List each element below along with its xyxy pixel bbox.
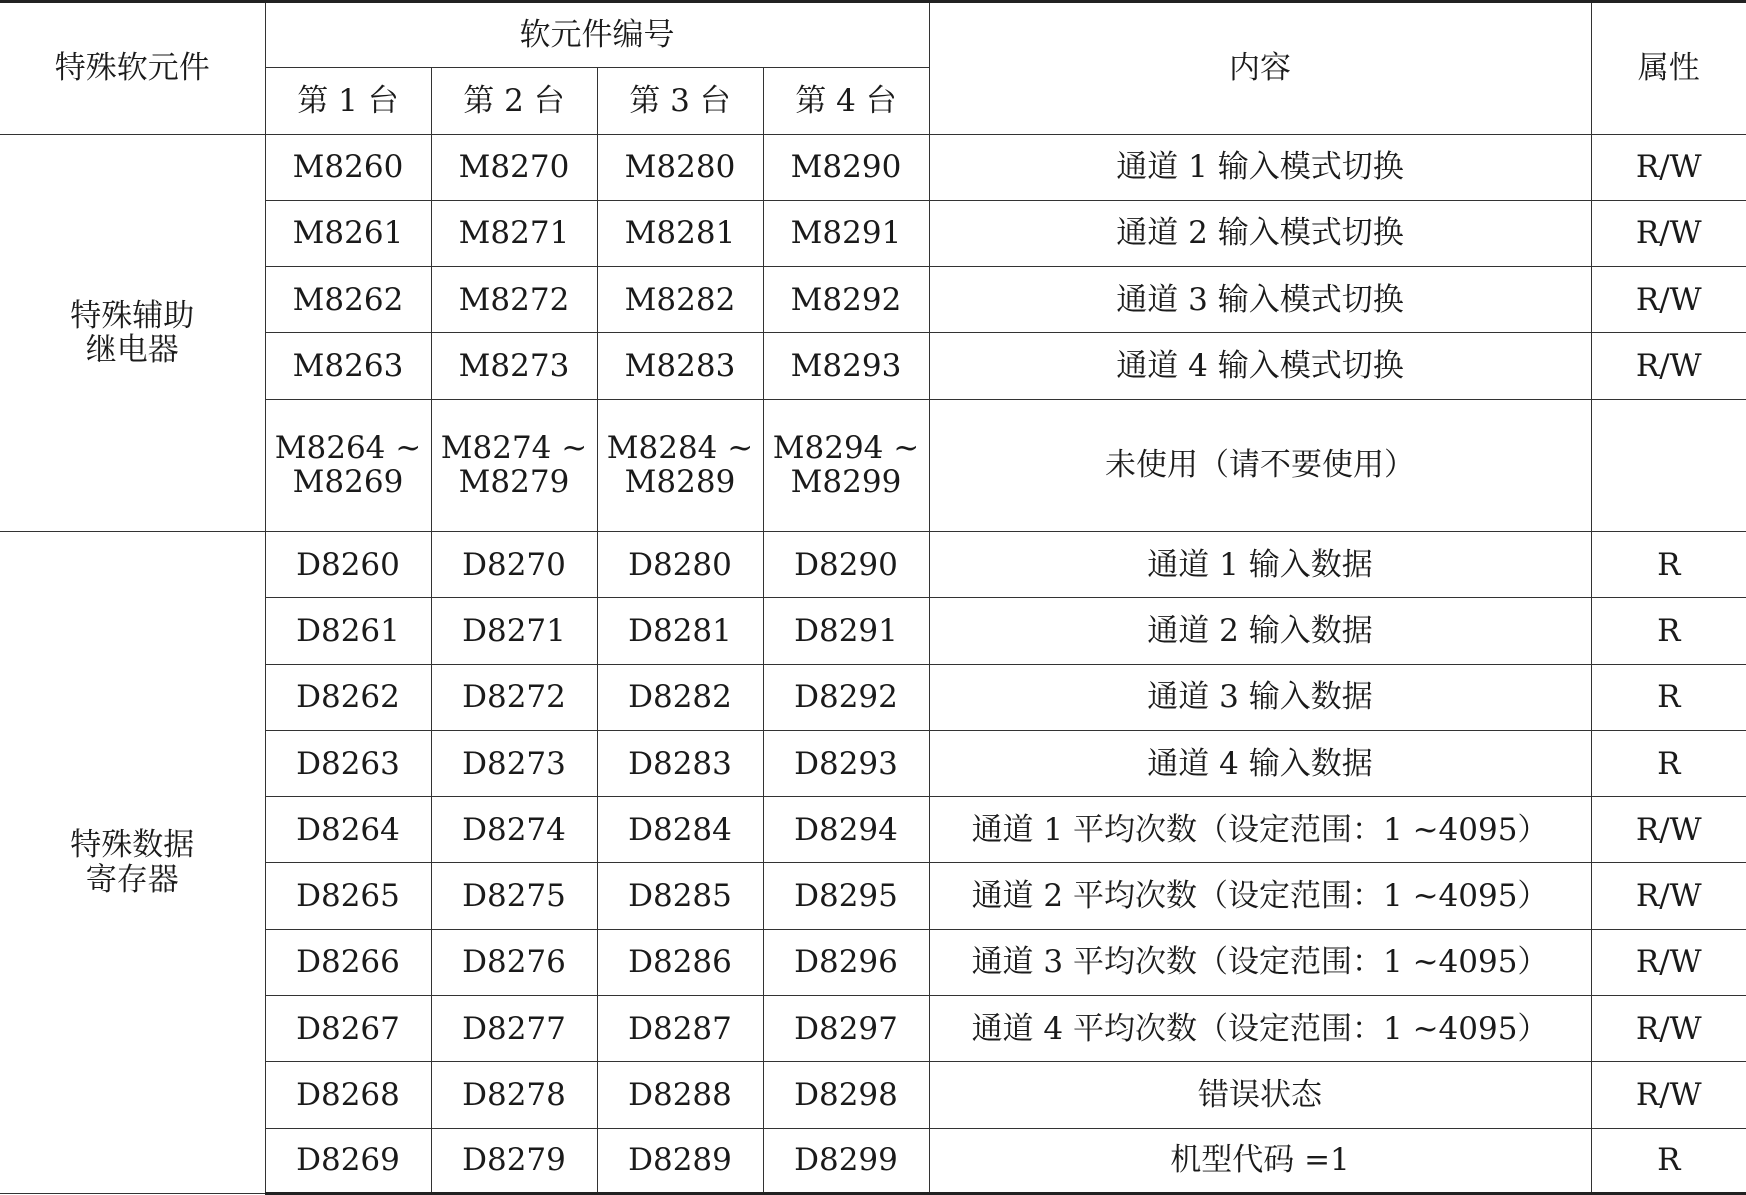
device-id: D8263 (265, 730, 431, 796)
range-end: M8299 (790, 464, 902, 501)
content-cell: 通道 2 输入数据 (929, 598, 1591, 664)
device-id: D8260 (265, 532, 431, 598)
range-end: M8279 (458, 464, 570, 501)
content-cell: 通道 2 平均次数（设定范围：1 ~4095） (929, 863, 1591, 929)
range-start: M8284 ~ (606, 430, 754, 467)
device-id: M8283 (597, 333, 763, 399)
device-range (763, 399, 929, 532)
range-end: M8269 (292, 464, 404, 501)
attribute-cell (1591, 399, 1746, 532)
attribute-cell: R (1591, 664, 1746, 730)
device-id: D8283 (597, 730, 763, 796)
content-cell: 通道 3 平均次数（设定范围：1 ~4095） (929, 929, 1591, 995)
device-id: M8293 (763, 333, 929, 399)
attribute-cell: R (1591, 1128, 1746, 1193)
device-id: D8299 (763, 1128, 929, 1193)
content-cell: 通道 1 输入数据 (929, 532, 1591, 598)
device-id: D8297 (763, 996, 929, 1062)
header-device-number: 软元件编号 (265, 2, 929, 68)
range-end: M8289 (624, 464, 736, 501)
device-id: D8266 (265, 929, 431, 995)
device-id: M8282 (597, 267, 763, 333)
content-cell: 机型代码 =1 (929, 1128, 1591, 1193)
device-id: M8262 (265, 267, 431, 333)
device-id: D8272 (431, 664, 597, 730)
device-id: D8298 (763, 1062, 929, 1128)
attribute-cell: R/W (1591, 996, 1746, 1062)
device-id: D8293 (763, 730, 929, 796)
device-id: D8284 (597, 797, 763, 863)
device-id: D8276 (431, 929, 597, 995)
table-row (0, 532, 1746, 598)
device-range (265, 399, 431, 532)
device-range (597, 399, 763, 532)
header-unit-2: 第 2 台 (431, 68, 597, 134)
attribute-cell: R/W (1591, 200, 1746, 266)
attribute-cell: R/W (1591, 929, 1746, 995)
content-cell: 通道 3 输入数据 (929, 664, 1591, 730)
device-id: D8291 (763, 598, 929, 664)
device-id: M8291 (763, 200, 929, 266)
content-cell: 错误状态 (929, 1062, 1591, 1128)
content-cell: 通道 3 输入模式切换 (929, 267, 1591, 333)
content-cell: 未使用（请不要使用） (929, 399, 1591, 532)
device-id: D8290 (763, 532, 929, 598)
device-id: D8296 (763, 929, 929, 995)
header-special-device: 特殊软元件 (0, 2, 265, 135)
device-id: M8261 (265, 200, 431, 266)
device-id: D8292 (763, 664, 929, 730)
device-id: M8280 (597, 134, 763, 200)
device-id: M8272 (431, 267, 597, 333)
content-cell: 通道 1 平均次数（设定范围：1 ~4095） (929, 797, 1591, 863)
attribute-cell: R (1591, 598, 1746, 664)
category-cell-aux-relay (0, 134, 265, 532)
content-cell: 通道 4 平均次数（设定范围：1 ~4095） (929, 996, 1591, 1062)
device-range (431, 399, 597, 532)
device-id: D8279 (431, 1128, 597, 1193)
device-id: D8262 (265, 664, 431, 730)
device-id: M8273 (431, 333, 597, 399)
device-id: D8285 (597, 863, 763, 929)
device-id: D8294 (763, 797, 929, 863)
header-unit-1: 第 1 台 (265, 68, 431, 134)
content-cell: 通道 4 输入模式切换 (929, 333, 1591, 399)
device-id: D8287 (597, 996, 763, 1062)
device-id: M8271 (431, 200, 597, 266)
header-unit-3: 第 3 台 (597, 68, 763, 134)
device-id: D8273 (431, 730, 597, 796)
device-id: D8278 (431, 1062, 597, 1128)
header-unit-4: 第 4 台 (763, 68, 929, 134)
category-label: 继电器 (85, 331, 179, 368)
table-row (0, 134, 1746, 200)
device-id: D8288 (597, 1062, 763, 1128)
attribute-cell: R/W (1591, 333, 1746, 399)
category-label: 寄存器 (85, 861, 179, 898)
device-id: D8261 (265, 598, 431, 664)
device-id: D8282 (597, 664, 763, 730)
attribute-cell: R/W (1591, 1062, 1746, 1128)
header-content: 内容 (929, 2, 1591, 135)
header-attribute: 属性 (1591, 2, 1746, 135)
device-id: D8275 (431, 863, 597, 929)
attribute-cell: R/W (1591, 863, 1746, 929)
device-id: D8277 (431, 996, 597, 1062)
device-id: D8281 (597, 598, 763, 664)
range-start: M8264 ~ (274, 430, 422, 467)
content-cell: 通道 4 输入数据 (929, 730, 1591, 796)
attribute-cell: R/W (1591, 267, 1746, 333)
content-cell: 通道 1 输入模式切换 (929, 134, 1591, 200)
device-id: D8274 (431, 797, 597, 863)
attribute-cell: R (1591, 730, 1746, 796)
device-id: D8270 (431, 532, 597, 598)
device-id: M8263 (265, 333, 431, 399)
device-id: M8292 (763, 267, 929, 333)
attribute-cell: R/W (1591, 797, 1746, 863)
device-id: M8260 (265, 134, 431, 200)
attribute-cell: R (1591, 532, 1746, 598)
device-id: D8265 (265, 863, 431, 929)
device-id: D8268 (265, 1062, 431, 1128)
category-cell-data-register (0, 532, 265, 1194)
device-id: M8270 (431, 134, 597, 200)
device-id: D8289 (597, 1128, 763, 1193)
device-id: D8264 (265, 797, 431, 863)
category-label: 特殊数据 (70, 827, 195, 864)
device-id: D8269 (265, 1128, 431, 1193)
device-id: M8290 (763, 134, 929, 200)
device-id: D8280 (597, 532, 763, 598)
category-label: 特殊辅助 (70, 297, 195, 334)
attribute-cell: R/W (1591, 134, 1746, 200)
device-id: D8286 (597, 929, 763, 995)
device-id: D8271 (431, 598, 597, 664)
device-id: M8281 (597, 200, 763, 266)
device-id: D8267 (265, 996, 431, 1062)
range-start: M8274 ~ (440, 430, 588, 467)
device-id: D8295 (763, 863, 929, 929)
content-cell: 通道 2 输入模式切换 (929, 200, 1591, 266)
range-start: M8294 ~ (772, 430, 920, 467)
